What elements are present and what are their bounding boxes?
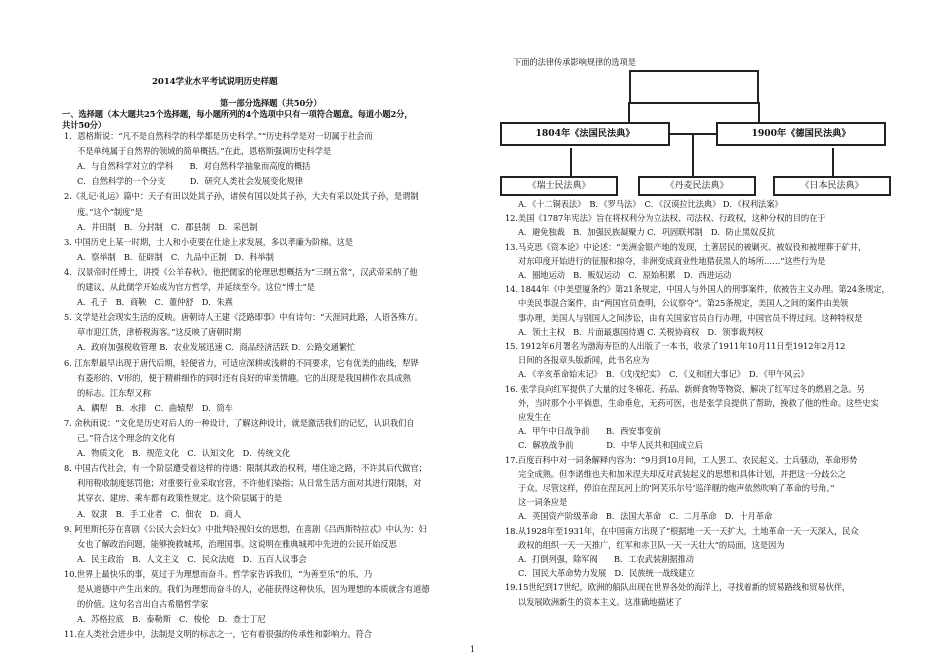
- left-question-line: 草市迎江货，津桥税海客。”这反映了唐朝时期: [77, 327, 241, 338]
- left-question-line: A．察举制 B．征辟制 C．九品中正制 D．科举制: [77, 251, 274, 262]
- section-heading: 第一部分选择题（共50分）: [220, 98, 322, 108]
- diagram-box-german-code: [716, 122, 886, 146]
- left-question-line: 10.世界上最快乐的事，莫过于为理想而奋斗。哲学家告诉我们，“为善至乐”的乐，乃: [64, 568, 373, 579]
- left-question-line: A．奴隶 B．手工业者 C．佃农 D．商人: [77, 508, 242, 519]
- left-question-line: A．耦犁 B．水排 C．曲辕犁 D．筒车: [77, 402, 233, 413]
- right-question-line: C．解放战争前 D．中华人民共和国成立后: [518, 440, 703, 451]
- left-question-line: A．民主政治 B．人文主义 C．民众法庭 D．五百人议事会: [77, 553, 307, 564]
- left-question-line: 利用税收制度惩罚他；对重要行业采取官营，不许他们染指；从日常生活方面对其进行限制，对: [77, 478, 422, 489]
- right-question-line: 18.从1928年至1931年，在中国南方出现了“根据地一天一天扩大，土地革命一天一天深入，民众: [505, 525, 859, 536]
- right-question-line: 事办理，美国人与别国人之间涉讼，由有关国家官员自行办理，中国官员不得过问。这种特权是: [518, 312, 863, 323]
- left-question-line: 的建议，从此儒学开始成为官方哲学，并延续至今。这位“博士”是: [77, 282, 315, 292]
- left-question-line: 11.在人类社会进步中，法制是文明的标志之一，它有着很强的传承性和影响力。符合: [64, 629, 372, 640]
- right-question-line: A．《十二铜表法》 B．《罗马法》 C．《汉谟拉比法典》 D．《权利法案》: [518, 199, 783, 209]
- right-question-line: 13.马克思《资本论》中论述：“美洲金银产地的发现，土著居民的被剿灭、被奴役和被埋葬于矿井，: [505, 241, 867, 252]
- right-question-line: 于众。尽管这样，停泊在涅瓦河上的‘阿芙乐尔号’巡洋舰的炮声依然吹响了革命的号角。”: [518, 483, 835, 493]
- left-question-line: 其穿衣、建房、乘车都有政策性规定。这个阶层属于的是: [77, 493, 282, 504]
- instructions-line-1: 一、选择题（本大题共25个选择题，每小题所列的4个选项中只有一项符合题意。每道小题2分，: [62, 109, 413, 119]
- diagram-label-swiss-code: 《瑞士民法典》: [527, 181, 591, 191]
- right-question-line: A．圈地运动 B．贩奴运动 C．原始积累 D．西进运动: [518, 270, 732, 280]
- left-question-line: 1．恩格斯说：“凡不是自然科学的科学都是历史科学。”“历史科学是对一切属于社会而: [64, 131, 373, 141]
- left-question-line: 是从道德中产生出来的。我们为理想而奋斗的人，必能获得这种快乐，因为理想的本质就含有道德: [77, 584, 430, 594]
- left-question-line: 4．汉景帝时任博士，讲授《公羊春秋》。他把儒家的伦理思想概括为“三纲五常”，汉武帝采纳了他: [64, 266, 418, 277]
- left-question-line: 的标志。江东犁又称: [77, 387, 151, 398]
- left-question-line: A．与自然科学对立的学科 B．对自然科学抽象而高度的概括: [77, 161, 311, 172]
- left-question-line: A．政府加强税收管理 B．农业发展迅速 C．商品经济活跃 D．公路交通繁忙: [77, 342, 356, 353]
- left-question-line: 3. 中国历史上某一时期，士人和小吏要在仕途上求发展，多以孝廉为阶梯。这是: [64, 236, 353, 247]
- diagram-box-japanese-code: [773, 176, 891, 196]
- right-question-line: A．避免独裁 B．加强民族凝聚力 C．巩固联邦制 D．防止黑奴反抗: [518, 227, 775, 238]
- left-question-line: A．孔子 B．商鞅 C．董仲舒 D．朱熹: [77, 297, 233, 308]
- left-question-line: 9. 阿里斯托芬在喜剧《公民大会妇女》中批判轻视妇女的思想，在喜剧《吕西斯特拉忒》中认为：妇: [64, 523, 427, 534]
- right-question-line: C．国民大革命势力发展 D．民族统一战线建立: [518, 568, 695, 579]
- right-question-line: A．英国资产阶级革命 B．法国大革命 C．二月革命 D．十月革命: [518, 511, 773, 522]
- right-question-line: 17.百度百科中对一词条解释内容为：“9月到10月间，工人罢工、农民起义、士兵骚动，革命形势: [505, 454, 858, 465]
- diagram-label-danish-code: 《丹麦民法典》: [665, 181, 729, 191]
- left-question-line: 的价值。这句名言出自古希腊哲学家: [77, 599, 209, 610]
- left-question-line: 不是单纯属于自然界的领域的简单概括。”在此，恩格斯强调历史科学是: [77, 146, 332, 157]
- right-question-line: 16. 张学良向红军提供了大量的过冬棉花、药品、新鲜食物等物资，解决了红军过冬的燃眉之急。另: [505, 383, 865, 394]
- left-question-line: 有菱形的、V形的，便于精耕细作的同时还有良好的审美情趣。它的出现是我国耕作农具成熟: [77, 372, 411, 383]
- left-question-line: 度。”这个“制度”是: [77, 206, 143, 217]
- page-title: 2014学业水平考试说明历史样题: [152, 77, 278, 87]
- right-question-line: 中美民事混合案件，由“两国官员查明，公议察夺”。第25条规定，美国人之间的案件由美领: [518, 298, 849, 309]
- diagram-label-german-code: 1900年《德国民法典》: [751, 128, 851, 139]
- left-question-line: 己。”符合这个理念的文化有: [77, 433, 176, 443]
- right-question-line: 外，当时那个小平倘患，生命垂危，无药可医，也是张学良提供了帮助，挽救了他的性命。这些史实: [518, 397, 879, 408]
- right-question-line: A．领土主权 B．片面最惠国待遇 C. 关税协商权 D．领事裁判权: [518, 326, 764, 337]
- right-question-line: 19.15世纪到17世纪，欧洲的船队出现在世界各处的海洋上，寻找着新的贸易路线和贸易伙伴，: [505, 582, 851, 593]
- instructions-line-2: 共计50分）: [62, 120, 107, 130]
- left-question-line: C．自然科学的一个分支 D．研究人类社会发展变化规律: [77, 176, 303, 187]
- left-question-line: A．苏格拉底 B．泰勒斯 C．梭伦 D．查士丁尼: [77, 614, 266, 625]
- left-question-line: 6. 江东犁最早出现于唐代后期，轻便省力，可适应深耕或浅耕的不同要求，它有优美的曲线，犁铧: [64, 357, 419, 368]
- right-question-line: 日间的各报章头版新闻，此书名应为: [518, 355, 650, 366]
- left-question-line: 女也了解政治问题，能够挽救城邦，治理国事。这说明在雅典城邦中先进的公民开始反思: [77, 538, 397, 549]
- diagram-label-french-code: 1804年《法国民法典》: [535, 128, 635, 139]
- diagram-source-box: [629, 70, 759, 104]
- question-11-continued: 下面的法律传承影响规律的选项是: [513, 57, 636, 67]
- diagram-box-danish-code: [638, 176, 756, 196]
- left-question-line: A．物质文化 B．规范文化 C．认知文化 D．传统文化: [77, 448, 291, 459]
- right-question-line: 完全成熟。但李诺维也夫和加米涅夫却反对武装起义的思想和具体计划，并把这一分歧公之: [518, 468, 846, 479]
- left-question-line: 8. 中国古代社会，有一个阶层遭受着这样的待遇：限制其政治权利，堵住途之路，不许其后代做官；: [64, 463, 427, 474]
- right-question-line: A．打倒列强，除军阀 B．工农武装割据推动: [518, 554, 694, 564]
- right-question-line: 对东印度开始进行的征服和掠夺，非洲变成商业性地猎获黑人的场所……”这些行为是: [518, 255, 826, 266]
- diagram-box-french-code: [500, 122, 670, 146]
- right-question-line: 12.美国《1787年宪法》旨在将权利分为立法权、司法权、行政权，这种分权的目的在于: [505, 213, 826, 224]
- diagram-box-swiss-code: [500, 176, 618, 196]
- left-question-line: 7. 余秋雨说：“文化是历史对后人的一种设计，了解这种设计，就是激活我们的记忆，认识我们自: [64, 417, 415, 428]
- right-question-line: A．甲午中日战争前 B．西安事变前: [518, 426, 662, 437]
- right-question-line: 以发展欧洲新生的资本主义。这准确地描述了: [518, 596, 682, 607]
- right-question-line: A．《辛亥革命始末记》 B．《戊戌纪实》 C．《义和团大事记》 D．《甲午风云》: [518, 369, 809, 380]
- right-question-line: 应发生在: [518, 412, 551, 422]
- diagram-label-japanese-code: 《日本民法典》: [800, 181, 864, 191]
- right-question-line: 14. 1844年《中美望厦条约》第21条规定，中国人与外国人的刑事案件，依被告主义办理。第24条规定，: [505, 284, 890, 295]
- right-question-line: 这一词条应是: [518, 497, 568, 508]
- page-number: 1: [470, 645, 476, 654]
- left-question-line: 5. 文学是社会现实生活的反映。唐朝诗人王建《泛路即事》中有诗句：“天涯同此路，人语各殊方。: [64, 312, 423, 323]
- right-question-line: 15. 1912年6月署名为渤海寿臣的人出版了一本书，收录了1911年10月11日至1912年2月12: [505, 341, 846, 351]
- left-question-line: A．井田制 B．分封制 C．郡县制 D．采邑制: [77, 221, 258, 232]
- right-question-line: 政权的组织一天一天推广，红军和赤卫队一天一天壮大”的局面，这是因为: [518, 539, 785, 550]
- left-question-line: 2.《礼记·礼运》篇中：天子有田以处其子孙，诸侯有国以处其子孙，大夫有采以处其子孙，是谓制: [64, 191, 419, 202]
